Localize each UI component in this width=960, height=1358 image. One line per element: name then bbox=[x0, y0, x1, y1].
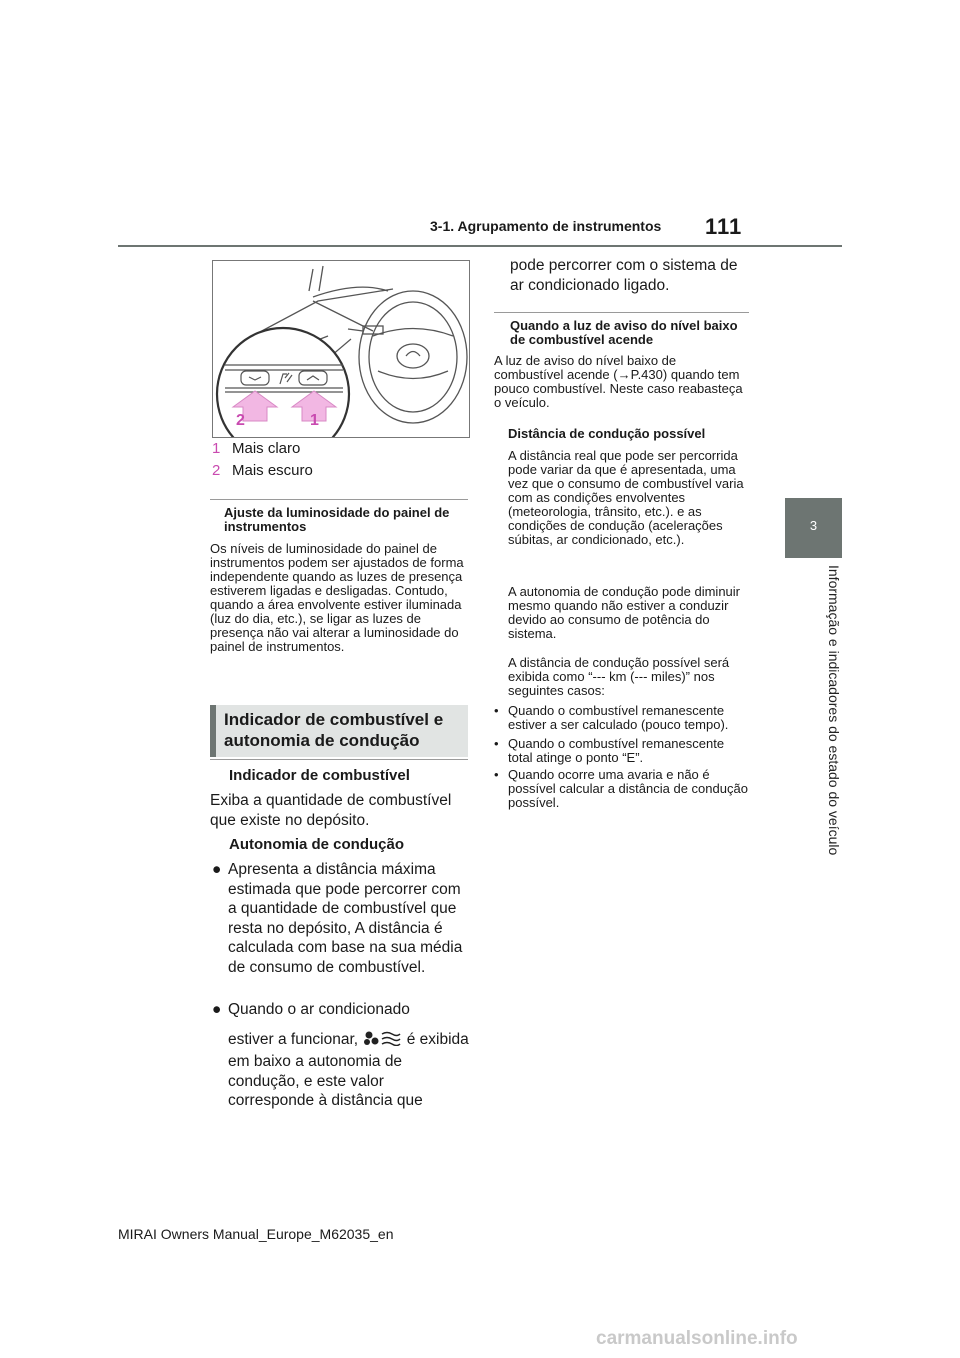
range-bullet-2-text-d: em baixo a autonomia de condução, e este valor corresponde à distância que bbox=[228, 1053, 423, 1109]
caption-1 bbox=[212, 440, 300, 457]
caption-number: 1 bbox=[212, 440, 221, 457]
range-heading: Autonomia de condução bbox=[229, 836, 405, 853]
low-fuel-rule bbox=[494, 312, 749, 313]
fuel-gauge-heading: Indicador de combustível bbox=[229, 767, 410, 784]
steering-wheel-drawing bbox=[213, 261, 469, 437]
bullet-dot: ● bbox=[212, 1001, 222, 1018]
case-text: Quando o combustível remanescente total atinge o ponto “E”. bbox=[508, 736, 725, 765]
page-number: 111 bbox=[705, 214, 743, 239]
low-fuel-heading: Quando a luz de aviso do nível baixo de combustível acende bbox=[510, 318, 738, 347]
low-fuel-body-a: A luz de aviso do nível baixo de combustível acende ( bbox=[494, 353, 677, 382]
possible-distance-p1: A distância real que pode ser percorrida pode variar da que é apresentada, uma vez que o consumo de combustível varia com as condições envolventes (meteorologia, trânsito, etc.). e as condições de condução (acelerações súbitas, ar condicionado, etc.). bbox=[508, 448, 744, 547]
caption-2 bbox=[212, 462, 313, 479]
bullet-dot: • bbox=[494, 703, 499, 718]
section-title: 3-1. Agrupamento de instrumentos bbox=[430, 218, 662, 234]
caption-text: Mais escuro bbox=[232, 462, 313, 479]
caption-number: 2 bbox=[212, 462, 221, 479]
range-bullet-2-line-2 bbox=[228, 1030, 469, 1050]
page-reference-arrow: → bbox=[617, 367, 631, 382]
possible-distance-p2: A autonomia de condução pode diminuir mesmo quando não estiver a conduzir devido ao consumo de potência do sistema. bbox=[508, 584, 740, 641]
possible-distance-heading: Distância de condução possível bbox=[508, 426, 706, 441]
callout-1: 1 bbox=[310, 412, 319, 429]
case-item bbox=[494, 768, 752, 810]
section-rule bbox=[210, 759, 468, 760]
range-bullet-1 bbox=[212, 860, 464, 977]
case-item bbox=[494, 737, 752, 765]
brightness-heading: Ajuste da luminosidade do painel de instrumentos bbox=[224, 505, 450, 534]
bullet-dot: • bbox=[494, 767, 499, 782]
case-text: Quando ocorre uma avaria e não é possível calcular a distância de condução possível. bbox=[508, 767, 748, 810]
range-bullet-1-text: Apresenta a distância máxima estimada que pode percorrer com a quantidade de combustível que resta no depósito, A distância é calculada com base na sua média de consumo de combustível. bbox=[228, 861, 463, 976]
watermark: carmanualsonline.info bbox=[596, 1328, 798, 1349]
range-continued: pode percorrer com o sistema de ar condicionado ligado. bbox=[510, 257, 738, 294]
possible-distance-p3: A distância de condução possível será exibida como “--- km (--- miles)” nos seguintes casos: bbox=[508, 655, 730, 698]
chapter-label: Informação e indicadores do estado do veículo bbox=[826, 565, 842, 856]
air-conditioning-icon bbox=[362, 1030, 402, 1046]
range-bullet-2-text-a: Quando o ar condicionado bbox=[228, 1001, 410, 1018]
brightness-body: Os níveis de luminosidade do painel de instrumentos podem ser ajustados de forma independente quando as luzes de presença estiverem ligadas e desligadas. Contudo, quando a área envolvente estiver iluminada (luz do dia, etc.), se ligar as luzes de presença não vai alterar a luminosidade do painel de instrumentos. bbox=[210, 541, 464, 654]
low-fuel-body-b: P.430) quando tem pouco combustível. Neste caso reabasteça o veículo. bbox=[494, 367, 743, 410]
fuel-gauge-body: Exiba a quantidade de combustível que existe no depósito. bbox=[210, 792, 452, 829]
callout-2: 2 bbox=[236, 412, 245, 429]
bullet-dot: ● bbox=[212, 861, 222, 878]
case-item bbox=[494, 704, 752, 732]
document-footer: MIRAI Owners Manual_Europe_M62035_en bbox=[118, 1226, 394, 1242]
caption-text: Mais claro bbox=[232, 440, 301, 457]
dashboard-illustration bbox=[212, 260, 470, 438]
bullet-dot: • bbox=[494, 736, 499, 751]
section-heading: Indicador de combustível e autonomia de condução bbox=[210, 705, 468, 757]
note-rule bbox=[210, 499, 468, 500]
range-bullet-2-text-b: estiver a funcionar, bbox=[228, 1031, 359, 1048]
range-bullet-2 bbox=[212, 1000, 464, 1020]
range-bullet-2-text-c: é exibida bbox=[406, 1031, 469, 1048]
header-rule bbox=[118, 245, 842, 247]
chapter-number: 3 bbox=[809, 518, 818, 533]
case-text: Quando o combustível remanescente estiver a ser calculado (pouco tempo). bbox=[508, 703, 729, 732]
low-fuel-body bbox=[494, 354, 749, 410]
